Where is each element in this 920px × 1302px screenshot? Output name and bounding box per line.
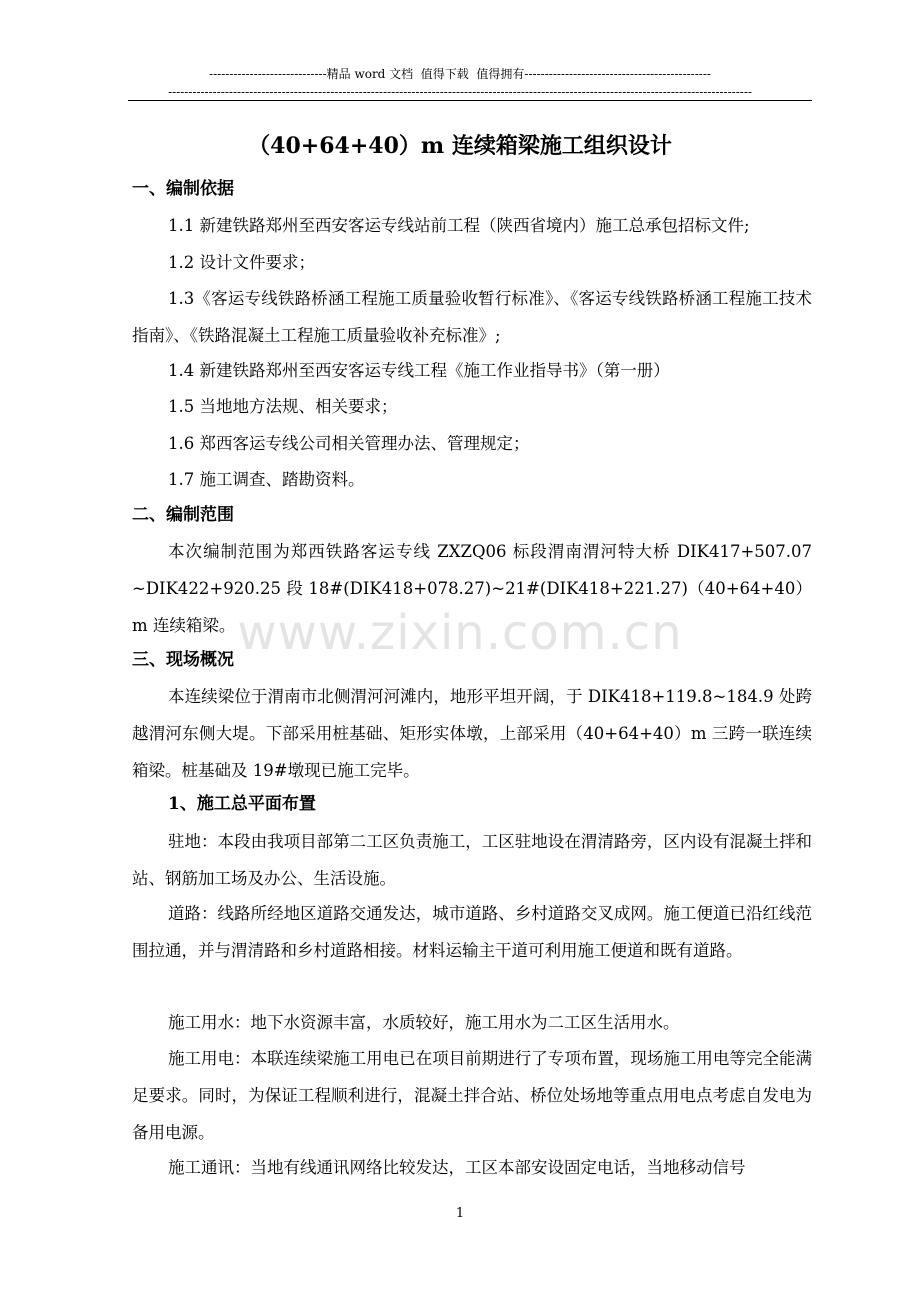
site-paragraph: 本连续梁位于渭南市北侧渭河河滩内，地形平坦开阔，于 DIK418+119.8~184.9 处跨越渭河东侧大堤。下部采用桩基础、矩形实体墩，上部采用（40+64+40）m 三跨一联连续箱梁。桩基础及 19#墩现已施工完毕。 — [132, 687, 812, 780]
layout-water-paragraph: 施工用水：地下水资源丰富，水质较好，施工用水为二工区生活用水。 — [168, 1013, 680, 1032]
basis-item-1-4: 1.4 新建铁路郑州至西安客运专线工程《施工作业指导书》（第一册） — [168, 361, 670, 380]
document-title: （40+64+40）m 连续箱梁施工组织设计 — [248, 133, 672, 159]
layout-telecom-paragraph: 施工通讯：当地有线通讯网络比较发达，工区本部安设固定电话，当地移动信号 — [168, 1158, 746, 1177]
section-heading-scope: 二、编制范围 — [132, 505, 234, 525]
basis-item-1-2: 1.2 设计文件要求； — [168, 253, 315, 272]
page-header-dashes: ------------------------------------------------------------------------------------------------------------------------------------------------ — [168, 86, 752, 98]
layout-road-paragraph: 道路：线路所经地区道路交通发达，城市道路、乡村道路交叉成网。施工便道已沿红线范围拉通，并与渭清路和乡村道路相接。材料运输主干道可利用施工便道和既有道路。 — [132, 904, 812, 960]
section-heading-basis: 一、编制依据 — [132, 179, 234, 199]
basis-item-1-7: 1.7 施工调查、踏勘资料。 — [168, 470, 365, 489]
header-rule — [128, 100, 812, 101]
watermark: www.zixin.com.cn — [237, 605, 683, 661]
section-heading-site: 三、现场概况 — [132, 650, 234, 670]
layout-power-paragraph: 施工用电：本联连续梁施工用电已在项目前期进行了专项布置，现场施工用电等完全能满足要求。同时，为保证工程顺利进行，混凝土拌合站、桥位处场地等重点用电点考虑自发电为备用电源。 — [132, 1049, 812, 1142]
basis-item-1-3: 1.3《客运专线铁路桥涵工程施工质量验收暂行标准》、《客运专线铁路桥涵工程施工技术指南》、《铁路混凝土工程施工质量验收补充标准》; — [132, 289, 812, 345]
page-header-banner: -----------------------------精品 word 文档 值得下载 值得拥有---------------------------------------------- — [209, 67, 711, 81]
page-number: 1 — [455, 1206, 465, 1221]
layout-camp-paragraph: 驻地：本段由我项目部第二工区负责施工，工区驻地设在渭清路旁，区内设有混凝土拌和站、钢筋加工场及办公、生活设施。 — [132, 832, 812, 888]
basis-item-1-1: 1.1 新建铁路郑州至西安客运专线站前工程（陕西省境内）施工总承包招标文件; — [168, 216, 750, 235]
basis-item-1-6: 1.6 郑西客运专线公司相关管理办法、管理规定； — [168, 434, 530, 453]
subsection-heading-layout: 1、施工总平面布置 — [168, 794, 316, 814]
scope-paragraph: 本次编制范围为郑西铁路客运专线 ZXZQ06 标段渭南渭河特大桥 DIK417+507.07 ~DIK422+920.25 段 18#(DIK418+078.27)~21#(DIK418+221.27)（40+64+40）m 连续箱梁。 — [132, 542, 812, 635]
basis-item-1-5: 1.5 当地地方法规、相关要求； — [168, 397, 398, 416]
